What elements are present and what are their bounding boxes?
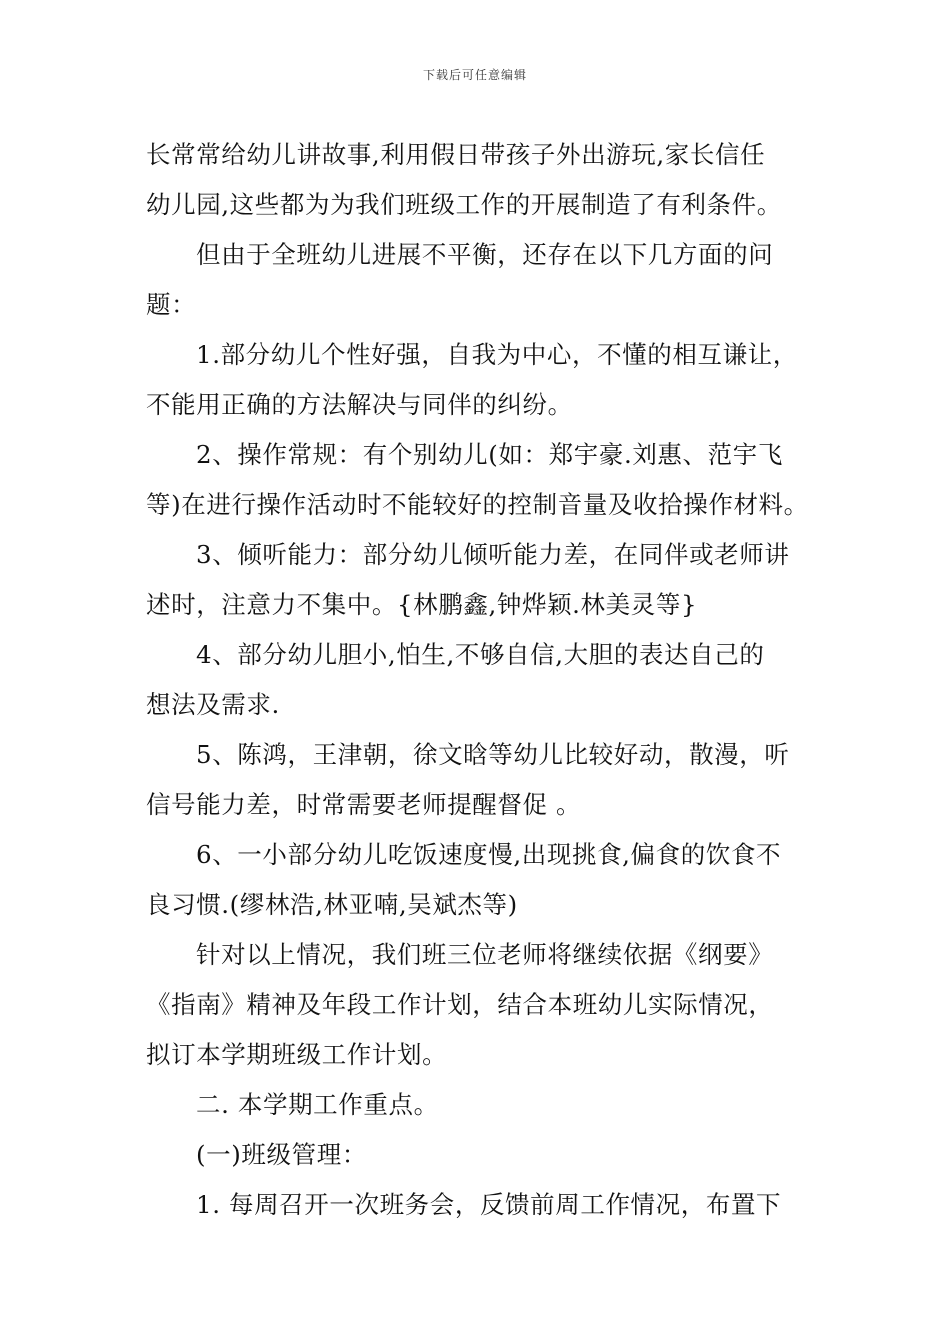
text-line: 《指南》精神及年段工作计划，结合本班幼儿实际情况， xyxy=(146,990,774,1019)
text-line: 幼儿园,这些都为为我们班级工作的开展制造了有利条件。 xyxy=(146,190,782,219)
document-body xyxy=(146,130,816,1230)
text-line: 5、陈鸿，王津朝，徐文晗等幼儿比较好动，散漫，听 xyxy=(196,740,790,769)
text-line: 4、部分幼儿胆小,怕生,不够自信,大胆的表达自己的 xyxy=(196,640,765,669)
text-line: 1.部分幼儿个性好强，自我为中心，不懂的相互谦让， xyxy=(196,340,798,369)
text-line: 二. 本学期工作重点。 xyxy=(196,1090,439,1119)
text-line: 等)在进行操作活动时不能较好的控制音量及收拾操作材料。 xyxy=(146,490,809,519)
text-line: 述时，注意力不集中。{林鹏鑫,钟烨颖.林美灵等} xyxy=(146,590,698,619)
text-line: (一)班级管理： xyxy=(196,1140,367,1169)
text-line: 2、操作常规：有个别幼儿(如：郑宇豪.刘惠、范宇飞 xyxy=(196,440,783,469)
text-line: 信号能力差，时常需要老师提醒督促 。 xyxy=(146,790,582,819)
text-line: 良习惯.(缪林浩,林亚喃,吴斌杰等) xyxy=(146,890,518,919)
text-line: 6、一小部分幼儿吃饭速度慢,出现挑食,偏食的饮食不 xyxy=(196,840,782,869)
text-line: 3、倾听能力：部分幼儿倾听能力差，在同伴或老师讲 xyxy=(196,540,790,569)
header-note: 下载后可任意编辑 xyxy=(422,68,527,82)
text-line: 1. 每周召开一次班务会，反馈前周工作情况，布置下 xyxy=(196,1190,782,1219)
text-line: 针对以上情况，我们班三位老师将继续依据《纲要》 xyxy=(196,940,774,969)
text-line: 拟订本学期班级工作计划。 xyxy=(146,1040,448,1069)
text-line: 想法及需求. xyxy=(146,690,280,719)
text-line: 题： xyxy=(146,290,197,319)
text-line: 长常常给幼儿讲故事,利用假日带孩子外出游玩,家长信任 xyxy=(146,140,766,169)
text-line: 但由于全班幼儿进展不平衡，还存在以下几方面的问 xyxy=(196,240,774,269)
text-line: 不能用正确的方法解决与同伴的纠纷。 xyxy=(146,390,573,419)
